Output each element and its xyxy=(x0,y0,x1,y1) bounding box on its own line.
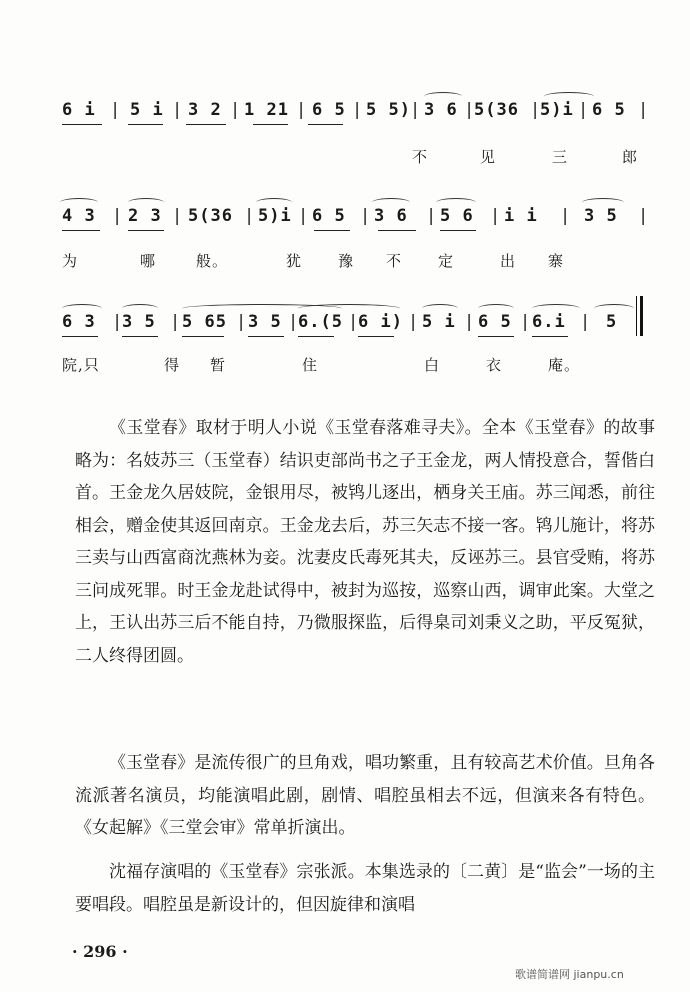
note-cell: 5)i xyxy=(258,206,292,226)
note-cell: 3 2 xyxy=(188,100,222,120)
note-cell: 3 6 xyxy=(424,100,458,120)
lyric-char: 犹 xyxy=(286,252,303,270)
note-cell: 3 5 xyxy=(248,312,282,332)
note-cell: 3 6 xyxy=(374,206,408,226)
lyric-char: 不 xyxy=(386,252,403,270)
lyric-char: 不 xyxy=(412,148,429,166)
note-cell: 3 5 xyxy=(122,312,156,332)
watermark: 歌谱简谱网 jianpu.cn xyxy=(515,968,624,981)
note-cell: 1 21 xyxy=(244,100,289,120)
note-cell: 6 5 xyxy=(592,100,626,120)
score-row-2: 4 3 | 2 3 | 5(36 | 5)i | 6 5 | 3 6 | 5 6 | i i | 3 5 | xyxy=(62,206,650,226)
lyric-char: 豫 xyxy=(338,252,355,270)
lyric-char: 庵。 xyxy=(548,356,581,374)
paragraph-performer: 沈福存演唱的《玉堂春》宗张派。本集选录的〔二黄〕是“监会”一场的主要唱段。唱腔虽是新设计的，但因旋律和演唱 xyxy=(75,862,655,915)
lyric-char: 白 xyxy=(424,356,441,374)
lyric-char: 院,只 xyxy=(62,356,100,374)
note-cell: 5 5) xyxy=(366,100,411,120)
note-cell: 5(36 xyxy=(188,206,233,226)
lyric-char: 般。 xyxy=(196,252,229,270)
score-row-3: 6 3 | 3 5 | 5 65 | 3 5 | 6.(5 | 6 i) | 5 i | 6 5 | 6.i | 5 xyxy=(62,312,618,332)
note-cell: 2 3 xyxy=(128,206,162,226)
score-row-1: 6 i | 5 i | 3 2 | 1 21 | 6 5 | 5 5) | 3 6 | 5(36 | 5)i | 6 5 | xyxy=(62,100,650,120)
lyric-char: 得 xyxy=(164,356,181,374)
note-cell: 5 6 xyxy=(440,206,474,226)
note-cell: 5)i xyxy=(540,100,574,120)
final-barline xyxy=(636,296,643,336)
note-cell: i i xyxy=(504,206,538,226)
lyrics-row-3 xyxy=(60,354,650,378)
note-cell: 6.i xyxy=(532,312,566,332)
note-cell: 6 i xyxy=(62,100,96,120)
note-cell: 3 5 xyxy=(584,206,618,226)
lyric-char: 三 xyxy=(552,148,569,166)
note-cell: 5 i xyxy=(130,100,164,120)
note-cell: 4 3 xyxy=(62,206,96,226)
lyric-char: 衣 xyxy=(486,356,503,374)
note-cell: 5 i xyxy=(422,312,456,332)
lyrics-row-1 xyxy=(60,146,650,170)
lyric-char: 暂 xyxy=(210,356,227,374)
lyric-char: 郎 xyxy=(622,148,639,166)
page-number: · 296 · xyxy=(72,942,128,961)
lyric-char: 哪 xyxy=(140,252,157,270)
lyric-char: 见 xyxy=(480,148,497,166)
lyric-char: 出 xyxy=(500,252,517,270)
note-cell: 5 65 xyxy=(182,312,227,332)
note-cell: 6 5 xyxy=(478,312,512,332)
note-cell: 6 5 xyxy=(312,206,346,226)
note-cell: 6.(5 xyxy=(298,312,343,332)
note-cell: 6 3 xyxy=(62,312,96,332)
lyric-char: 寨 xyxy=(548,252,565,270)
lyric-char: 为 xyxy=(62,252,79,270)
note-cell: 6 5 xyxy=(312,100,346,120)
paragraph-significance: 《玉堂春》是流传很广的旦角戏，唱功繁重，且有较高艺术价值。旦角各流派著名演员，均能演唱此剧，剧情、唱腔虽相去不远，但演来各有特色。《女起解》《三堂会审》常单折演出。 xyxy=(75,753,655,838)
note-cell: 6 i) xyxy=(358,312,403,332)
lyric-char: 定 xyxy=(438,252,455,270)
note-cell: 5(36 xyxy=(474,100,519,120)
lyric-char: 住 xyxy=(302,356,319,374)
note-cell: 5 xyxy=(606,312,618,332)
paragraph-synopsis: 《玉堂春》取材于明人小说《玉堂春落难寻夫》。全本《玉堂春》的故事略为：名妓苏三（玉堂春）结识吏部尚书之子王金龙，两人情投意合，誓偕白首。王金龙久居妓院，金银用尽，被鸨儿逐出，栖身关王庙。苏三闻悉，前往相会，赠金使其返回南京。王金龙去后，苏三矢志不接一客。鸨儿施计，将苏三卖与山西富商沈燕林为妾。沈妻皮氏毒死其夫，反诬苏三。县官受贿，将苏三问成死罪。时王金龙赴试得中，被封为巡按，巡察山西，调审此案。大堂之上，王认出苏三后不能自持，乃微服探监，后得臬司刘秉义之助，平反冤狱，二人终得团圆。 xyxy=(75,418,655,666)
lyrics-row-2 xyxy=(60,250,650,274)
